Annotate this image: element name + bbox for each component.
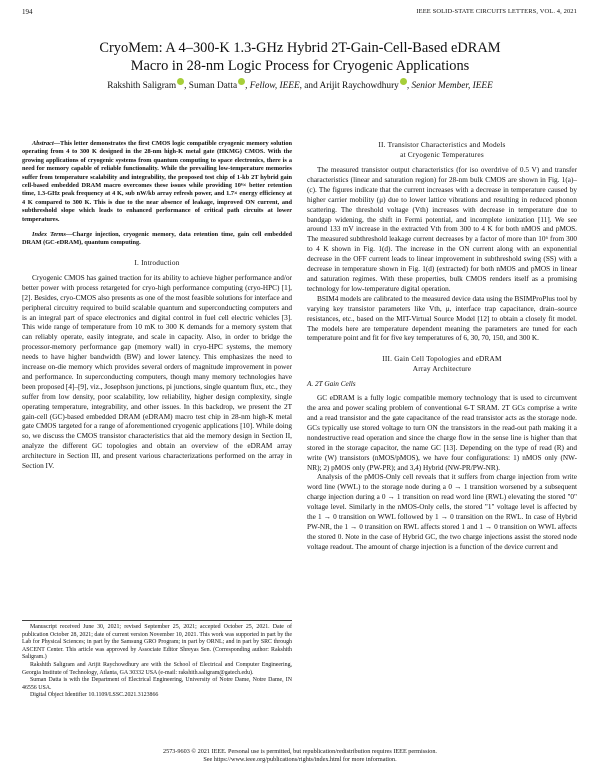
section-heading-line: at Cryogenic Temperatures — [400, 150, 484, 159]
paragraph-transistor-1: The measured transistor output characteristics (for iso overdrive of 0.5 V) and transfer characteristics (linear and saturation region) for 28-nm bulk CMOS are shown in Fig. 1(a)–(c). The figures indicate that the current increases with a decrease in temperature caused by higher carrier mobility (μ) due to lower lattice vibrations and resulting in reduced phonon scattering. The threshold voltage (Vth) increases with decrease in temperature due to bandgap widening, the shift in Fermi potential, and incomplete ionization [11]. We see around 133 mV increase in the extracted Vth from 300 to 4 K for both nMOS and pMOS. The measured subthreshold leakage current decreases by a factor of more than 10⁶ from 300 to 4 K shown in Fig. 1(d). The increase in the ON current along with an exponential decrease in the OFF current leads to linear improvement in subthreshold swing (SS) with a decrease in temperature shown in Fig. 1(d) (extracted) for both nMOS and pMOS in linear and saturation regimes. With these properties, bulk CMOS renders itself as a promising technology for low-temperature digital operation. — [307, 166, 577, 293]
footnote — [22, 624, 292, 700]
page-number: 194 — [22, 8, 33, 16]
footnote-manuscript: Manuscript received June 30, 2021; revised September 25, 2021; accepted October 25, 2021. Date of publication October 28, 2021; date of current version November 10, 2021. This work was supported in part by the Lab for Physical Sciences; in part by the Samsung GRO Program; in part by ORNL; and in part by SRC through ASCENT Center. This article was approved by Associate Editor Shreyas Sen. (Corresponding author: Rakshith Saligram.) — [22, 624, 292, 661]
orcid-icon[interactable] — [400, 78, 407, 85]
journal-header: IEEE SOLID-STATE CIRCUITS LETTERS, VOL. 4, 2021 — [416, 8, 577, 15]
section-heading-introduction: I. Introduction — [134, 257, 180, 267]
author-2: , Suman Datta — [184, 81, 238, 91]
section-heading-line: Array Architecture — [412, 364, 472, 374]
paragraph-transistor-2: BSIM4 models are calibrated to the measured device data using the BSIMProPlus tool by varying key transistor parameters like Vth, μ, interface trap capacitance, drain–source resistances, etc., based on the MIT-Virtual Source Model [12] to obtain a closely fit model. The models here are temperature dependent meaning the parameters are tuned for each temperature point and fit for five key temperatures of 6, 30, 70, 150, and 300 K. — [307, 294, 577, 343]
footnote-affiliation-1: Rakshith Saligram and Arijit Raychowdhury are with the School of Electrical and Computer Engineering, Georgia Institute of Technology, Atlanta, GA 30332 USA (e-mail: rakshith.saligram@gatech.edu). — [22, 661, 292, 676]
section-heading-line: II. Transistor Characteristics and Models — [378, 140, 506, 149]
paper-title — [20, 40, 580, 75]
abstract-label: Abstract— — [32, 140, 60, 147]
index-terms — [22, 231, 292, 248]
paragraph-introduction: Cryogenic CMOS has gained traction for its ability to achieve higher performance and/or better power with process retargeted for cryo-high performance computing (cryo-HPC) [1], [2]. Besides, cryo-CMOS also presents as one of the most feasible solutions for interface and peripheral circuitry required to build scalable quantum and superconducting computers and is an integral part of space electronics and digital control in fuel cell electric vehicles [3]. This wide range of temperature from 10 mK to 300 K demands for a memory system that can reliably operate, easily integrate, and scale in capacity. Also, in order to bridge the processor-memory performance gap (memory wall) in cryo-HPC systems, the memory needs to have higher bandwidth (BW) and lower latency. This emphasizes the need to increase on-die memory which provides several orders of magnitude improvement in power and performance. In superconducting computers, though many memory technologies have been proposed [4]–[9], viz., Josephson junctions, pi junctions, single quantum flux, etc., they suffer from low density, poor scalability, low reliability, higher design complexity, single operating temperature, integrability, and other issues. In this backdrop, we present the 2T gain-cell (GC)-based embedded DRAM (eDRAM) macro test chip in 28-nm high-K metal gate CMOS targeted for a range of aforementioned cryogenic applications [10]. While doing so, we discuss the CMOS transistor characteristics that aid the memory design in Section II, analyze the different GC topologies and obtain an overview of the eDRAM array architecture in Section III, and present various characterizations performed on the array in Section IV. — [22, 273, 292, 471]
abstract — [22, 140, 292, 224]
subsection-heading-2t-gain-cells: A. 2T Gain Cells — [307, 380, 356, 389]
copyright-line: 2573-9603 © 2021 IEEE. Personal use is permitted, but republication/redistribution requires IEEE permission. — [163, 748, 437, 755]
rights-link[interactable]: See https://www.ieee.org/publications/rights/index.html for more information. — [203, 756, 397, 763]
section-heading-line: III. Gain Cell Topologies and eDRAM — [382, 354, 502, 364]
author-3: , and Arijit Raychowdhury — [299, 81, 399, 91]
abstract-text: This letter demonstrates the first CMOS logic compatible cryogenic memory solution operating from 4 to 300 K designed in the 28-nm high-K metal gate (HKMG) CMOS. With the growing applications of cryogenic systems from quantum computing to space electronics, there is a need for memory capable of reliable functionality. While the prevailing low-temperature memories suffer from temperature scalability and integrability, the proposed test chip of 1-kb 2T hybrid gain cell-based embedded DRAM macro overcomes these issues while providing 10⁶× better retention time, 1.3-GHz peak frequency at 4 K, sub nW/kb array refresh power, and 1.7× energy efficiency at 4 K compared to 300 K. This is due to the near absence of leakage, improved ON current, and subthreshold slope which leads to enhanced performance of critical path circuits at lower temperatures. — [22, 140, 292, 223]
right-column — [307, 140, 577, 553]
author-2-role: , Fellow, IEEE — [245, 81, 300, 91]
paragraph-gain-cell-1: GC eDRAM is a fully logic compatible memory technology that is used to circumvent the area and power scaling problem of conventional 6-T SRAM. 2T GCs comprise a write and a read transistor and the gate capacitance of the read transistor acts as the storage node. GCs typically use stored voltage to turn ON the transistors in the read-out path making it a nondestructive read operation and since the charge flow in the sense line is higher than that stored in the storage capacitor, the name GC [13]. Depending on the type of read (R) and write (W) transistors (nMOS/pMOS), we have four configurations: 1) nMOS only (NW-NR); 2) pMOS only (PW-PR); and 3,4) Hybrid (NW-PR/PW-NR). — [307, 394, 577, 472]
footnote-divider — [22, 620, 292, 621]
copyright-notice — [0, 748, 600, 764]
footnote-affiliation-2: Suman Datta is with the Department of Electrical Engineering, University of Notre Dame, Notre Dame, IN 46556 USA. — [22, 677, 292, 691]
section-heading-transistor — [307, 140, 577, 160]
author-3-role: , Senior Member, IEEE — [406, 81, 493, 91]
title-line-1: CryoMem: A 4–300-K 1.3-GHz Hybrid 2T-Gain-Cell-Based eDRAM — [99, 40, 501, 56]
paragraph-gain-cell-2: Analysis of the pMOS-Only cell reveals that it suffers from charge injection from write word line (WWL) to the storage node during a 0 → 1 transition worsened by a subsequent charge injection during a 0 → 1 transition on read word line (RWL) elevating the stored "0" voltage level. Similarly in the nMOS-Only cells, the stored "1" voltage level is affected by the 1 → 0 transition on WWL followed by 1 → 0 transition on the RWL. In case of Hybrid PW-NR, the 1 → 0 transition on RWL affects stored 1 and 1 → 0 transition on WWL affects the stored 0. Note in the case of Hybrid GC, the two charge injections assist the stored node voltage readout. The amount of charge injection is a function of the device current and — [307, 473, 577, 551]
footnote-doi: Digital Object Identifier 10.1109/LSSC.2021.3123866 — [30, 692, 159, 699]
index-terms-label: Index Terms— — [32, 231, 73, 239]
author-1: Rakshith Saligram — [107, 81, 177, 91]
index-terms-text: Charge injection, cryogenic memory, data retention time, gain cell embedded DRAM (GC-eDRAM), quantum computing. — [22, 231, 293, 247]
left-column — [22, 140, 292, 472]
author-list — [20, 78, 580, 91]
title-line-2: Macro in 28-nm Logic Process for Cryogenic Applications — [130, 57, 470, 74]
section-heading-gain-cell — [307, 354, 577, 374]
